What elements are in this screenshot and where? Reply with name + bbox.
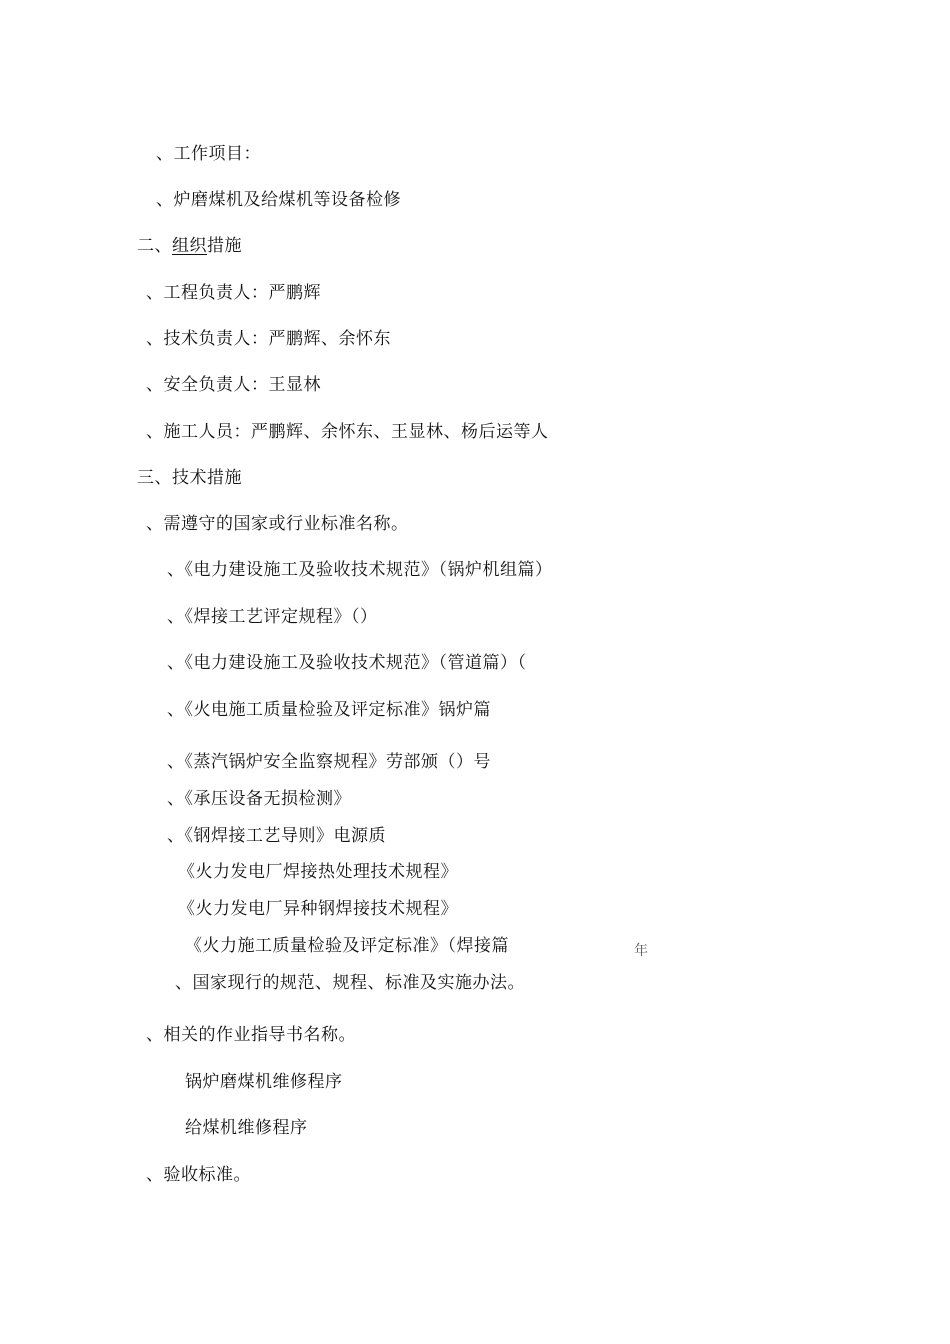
standard-item: 、《电力建设施工及验收技术规范》（管道篇）（ [167, 653, 527, 673]
guides-title: 、相关的作业指导书名称。 [146, 1025, 356, 1045]
guide-item: 给煤机维修程序 [185, 1118, 308, 1138]
work-item-detail: 、炉磨煤机及给煤机等设备检修 [156, 190, 401, 210]
section-2-prefix: 二、 [137, 236, 172, 256]
section-2-underlined-word: 组织 [172, 236, 207, 256]
guide-item: 锅炉磨煤机维修程序 [185, 1072, 343, 1092]
standard-item: 、国家现行的规范、规程、标准及实施办法。 [175, 973, 525, 993]
section-3-heading: 三、技术措施 [137, 468, 242, 488]
standards-title: 、需遵守的国家或行业标准名称。 [146, 514, 409, 534]
standard-item: 《火力发电厂异种钢焊接技术规程》 [178, 899, 458, 919]
standard-item: 、《蒸汽锅炉安全监察规程》劳部颁（）号 [167, 752, 491, 772]
standard-item: 、《焊接工艺评定规程》（） [167, 607, 378, 627]
standard-item: 、《火电施工质量检验及评定标准》锅炉篇 [167, 700, 491, 720]
stray-character: 年 [634, 943, 648, 959]
work-item-title: 、工作项目： [156, 144, 261, 164]
standard-item: 、《钢焊接工艺导则》电源质 [167, 826, 386, 846]
standard-item: 、《承压设备无损检测》 [167, 789, 351, 809]
org-technical-lead: 、技术负责人：严鹏辉、余怀东 [146, 329, 391, 349]
standard-item: 《火力发电厂焊接热处理技术规程》 [178, 862, 458, 882]
org-workers: 、施工人员：严鹏辉、余怀东、王显林、杨后运等人 [146, 422, 549, 442]
acceptance-title: 、验收标准。 [146, 1165, 251, 1185]
standard-item: 《火力施工质量检验及评定标准》（焊接篇 [185, 936, 509, 956]
org-engineering-lead: 、工程负责人：严鹏辉 [146, 283, 321, 303]
org-safety-lead: 、安全负责人：王显林 [146, 375, 321, 395]
standard-item: 、《电力建设施工及验收技术规范》（锅炉机组篇） [167, 560, 553, 580]
section-2-suffix: 措施 [207, 236, 242, 256]
section-2-heading [137, 235, 242, 257]
